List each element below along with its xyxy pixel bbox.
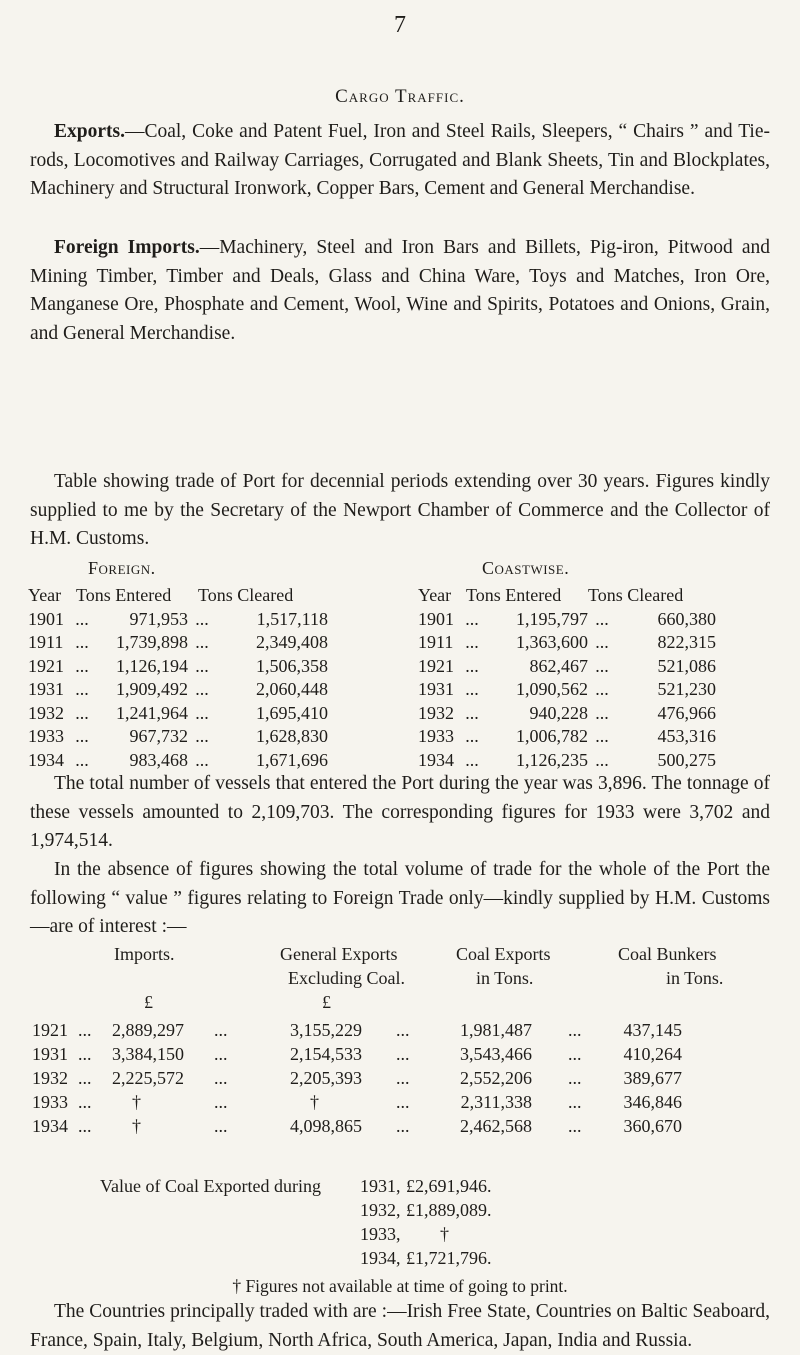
value-dots-cell: ... [214, 1020, 228, 1040]
countries-text: The Countries principally traded with are :—Irish Free State, Countries on Baltic Seaboard, France, Spain, Italy, Belgium, North Africa, South America, Japan, India and Russia. [30, 1301, 770, 1351]
value-hdr-pound-2: £ [322, 992, 331, 1012]
foreign-row-dots: ... [75, 608, 89, 629]
foreign-row-dots: ... [75, 749, 89, 770]
foreign-table [28, 584, 328, 772]
foreign-row [28, 702, 328, 726]
foreign-row-year: 1933 [28, 726, 64, 746]
value-general-cell: 2,205,393 [290, 1068, 362, 1088]
value-dots-cell: ... [396, 1092, 410, 1112]
value-general-cell: † [310, 1092, 319, 1112]
foreign-row-dots: ... [75, 726, 89, 746]
value-coal-cell: 2,462,568 [460, 1116, 532, 1136]
coastwise-row [418, 631, 716, 655]
value-intro-paragraph [30, 856, 770, 942]
value-hdr-imports: Imports. [114, 944, 175, 964]
page-title: Cargo Traffic. [335, 86, 465, 107]
value-dots-cell: ... [78, 1092, 92, 1112]
coastwise-row-cleared: 521,230 [657, 679, 716, 699]
coastwise-row-dots: ... [465, 702, 479, 723]
coastwise-row-year: 1932 [418, 702, 454, 723]
value-imports-cell: 3,384,150 [112, 1044, 184, 1064]
coastwise-row [418, 702, 716, 726]
coastwise-row-entered: 1,195,797 [516, 608, 588, 629]
exports-label: Exports. [54, 121, 125, 142]
coastwise-table [418, 584, 716, 772]
foreign-col-cleared: Tons Cleared [198, 585, 294, 605]
value-dots-cell: ... [568, 1044, 582, 1064]
foreign-row-cleared: 1,695,410 [256, 702, 328, 723]
coastwise-row-entered: 940,228 [529, 702, 588, 723]
foreign-row-year: 1932 [28, 702, 64, 723]
countries-paragraph [30, 1298, 770, 1355]
value-hdr-bunkers-2: in Tons. [666, 968, 724, 988]
value-bunkers-cell: 346,846 [623, 1092, 682, 1112]
value-hdr-pound-1: £ [144, 992, 153, 1012]
foreign-row-dots: ... [195, 679, 209, 699]
coastwise-col-year: Year [418, 585, 452, 605]
value-dots-cell: ... [568, 1092, 582, 1112]
value-year-cell: 1933 [32, 1092, 68, 1112]
value-dots-cell: ... [396, 1116, 410, 1136]
foreign-row-cleared: 2,349,408 [256, 632, 328, 652]
coal-value-amount: £1,721,796. [406, 1248, 492, 1268]
coastwise-row-dots: ... [465, 679, 479, 699]
coastwise-row [418, 678, 716, 702]
coastwise-row-dots: ... [595, 655, 609, 676]
value-table-row [32, 1020, 752, 1044]
foreign-header-row [28, 584, 328, 608]
value-general-cell: 2,154,533 [290, 1044, 362, 1064]
foreign-row-year: 1901 [28, 608, 64, 629]
foreign-row-year: 1921 [28, 655, 64, 676]
foreign-row [28, 749, 328, 773]
foreign-row-dots: ... [195, 632, 209, 652]
coastwise-row-dots: ... [595, 726, 609, 746]
foreign-row-cleared: 1,628,830 [256, 726, 328, 746]
value-table-row [32, 1116, 752, 1140]
coastwise-row [418, 608, 716, 632]
coastwise-heading: Coastwise. [482, 558, 570, 578]
foreign-row-entered: 1,126,194 [116, 655, 188, 676]
coastwise-row-dots: ... [465, 655, 479, 676]
coastwise-row-entered: 1,126,235 [516, 749, 588, 770]
value-hdr-coal-2: in Tons. [476, 968, 534, 988]
coal-value-amount: £2,691,946. [406, 1176, 492, 1196]
coastwise-row [418, 749, 716, 773]
value-dots-cell: ... [568, 1020, 582, 1040]
foreign-col-entered: Tons Entered [76, 585, 172, 605]
vessels-text: The total number of vessels that entered the Port during the year was 3,896. The tonnage of these vessels amounted to 2,109,703. The corresponding figures for 1933 were 3,702 and 1,974,514. [30, 773, 770, 852]
coastwise-row-year: 1911 [418, 632, 454, 652]
value-dots-cell: ... [396, 1068, 410, 1088]
value-bunkers-cell: 360,670 [623, 1116, 682, 1136]
coastwise-row-entered: 1,363,600 [516, 632, 588, 652]
value-dots-cell: ... [396, 1020, 410, 1040]
coastwise-row-dots: ... [465, 726, 479, 746]
foreign-row [28, 655, 328, 679]
imports-paragraph [30, 234, 770, 349]
exports-text: —Coal, Coke and Patent Fuel, Iron and Steel Rails, Sleepers, “ Chairs ” and Tie-rods, Locomotives and Railway Carriages, Corrugated and Blank Sheets, Tin and Blockplates, Machinery and Structural Ironwork, Copper Bars, Cement and General Merchandise. [30, 121, 770, 200]
coastwise-row-cleared: 822,315 [657, 632, 716, 652]
coastwise-row [418, 725, 716, 749]
value-hdr-general-1: General Exports [280, 944, 398, 964]
imports-text: —Machinery, Steel and Iron Bars and Billets, Pig-iron, Pitwood and Mining Timber, Timber and Deals, Glass and China Ware, Toys and Matches, Iron Ore, Manganese Ore, Phosphate and Cement, Wool, Wine and Spirits, Potatoes and Onions, Grain, and General Merchandise. [30, 237, 770, 345]
coal-value-year: 1933, [360, 1224, 401, 1244]
foreign-row-cleared: 1,671,696 [256, 749, 328, 770]
foreign-row-dots: ... [195, 726, 209, 746]
footnote: † Figures not available at time of going to print. [232, 1276, 568, 1296]
coastwise-header-row [418, 584, 716, 608]
value-dots-cell: ... [78, 1116, 92, 1136]
coastwise-row-dots: ... [465, 608, 479, 629]
foreign-row-cleared: 1,506,358 [256, 655, 328, 676]
intro-paragraph [30, 468, 770, 554]
foreign-row-dots: ... [195, 749, 209, 770]
foreign-heading: Foreign. [88, 558, 156, 578]
value-dots-cell: ... [214, 1116, 228, 1136]
coastwise-row-dots: ... [595, 702, 609, 723]
value-coal-cell: 3,543,466 [460, 1044, 532, 1064]
value-hdr-coal-1: Coal Exports [456, 944, 551, 964]
imports-label: Foreign Imports. [54, 237, 200, 258]
coal-value-year: 1932, [360, 1200, 401, 1220]
coal-value-amount: £1,889,089. [406, 1200, 492, 1220]
coastwise-row-entered: 1,006,782 [516, 726, 588, 746]
value-table-row [32, 1068, 752, 1092]
value-dots-cell: ... [214, 1092, 228, 1112]
foreign-row-dots: ... [75, 679, 89, 699]
value-hdr-bunkers-1: Coal Bunkers [618, 944, 717, 964]
coastwise-row-cleared: 476,966 [657, 702, 716, 723]
coal-value-year: 1931, [360, 1176, 401, 1196]
foreign-row [28, 608, 328, 632]
value-bunkers-cell: 437,145 [623, 1020, 682, 1040]
value-coal-cell: 2,311,338 [460, 1092, 532, 1112]
value-dots-cell: ... [396, 1044, 410, 1064]
value-dots-cell: ... [78, 1068, 92, 1088]
coastwise-row-entered: 862,467 [529, 655, 588, 676]
coastwise-row-cleared: 521,086 [657, 655, 716, 676]
foreign-row [28, 678, 328, 702]
foreign-row [28, 631, 328, 655]
coal-value-label: Value of Coal Exported during [100, 1176, 321, 1196]
value-coal-cell: 2,552,206 [460, 1068, 532, 1088]
coastwise-col-cleared: Tons Cleared [588, 585, 684, 605]
coastwise-row-cleared: 453,316 [657, 726, 716, 746]
value-dots-cell: ... [78, 1020, 92, 1040]
exports-paragraph [30, 118, 770, 204]
value-table-row [32, 1092, 752, 1116]
coal-value-amount: † [440, 1224, 449, 1244]
coastwise-row [418, 655, 716, 679]
vessels-paragraph [30, 770, 770, 856]
foreign-row-entered: 1,241,964 [116, 702, 188, 723]
coastwise-row-dots: ... [595, 679, 609, 699]
coastwise-row-year: 1901 [418, 608, 454, 629]
foreign-row-dots: ... [75, 702, 89, 723]
coastwise-col-entered: Tons Entered [466, 585, 562, 605]
value-imports-cell: † [132, 1116, 141, 1136]
coal-value-year: 1934, [360, 1248, 401, 1268]
coastwise-row-year: 1934 [418, 749, 454, 770]
foreign-row [28, 725, 328, 749]
foreign-row-year: 1911 [28, 632, 64, 652]
value-year-cell: 1932 [32, 1068, 68, 1088]
value-hdr-general-2: Excluding Coal. [288, 968, 405, 988]
foreign-row-dots: ... [195, 608, 209, 629]
value-bunkers-cell: 410,264 [623, 1044, 682, 1064]
coastwise-row-dots: ... [595, 749, 609, 770]
coastwise-row-cleared: 500,275 [657, 749, 716, 770]
value-dots-cell: ... [78, 1044, 92, 1064]
foreign-row-cleared: 1,517,118 [256, 608, 328, 629]
value-imports-cell: 2,889,297 [112, 1020, 184, 1040]
coastwise-row-dots: ... [595, 632, 609, 652]
value-year-cell: 1921 [32, 1020, 68, 1040]
value-dots-cell: ... [214, 1068, 228, 1088]
intro-text: Table showing trade of Port for decennial periods extending over 30 years. Figures kindly supplied to me by the Secretary of the Newport Chamber of Commerce and the Collector of H.M. Customs. [30, 471, 770, 550]
value-intro-text: In the absence of figures showing the total volume of trade for the whole of the Port the following “ value ” figures relating to Foreign Trade only—kindly supplied by H.M. Customs—are of interest :— [30, 859, 770, 938]
coastwise-row-cleared: 660,380 [657, 608, 716, 629]
coastwise-row-year: 1921 [418, 655, 454, 676]
foreign-row-entered: 971,953 [129, 608, 188, 629]
foreign-row-dots: ... [75, 632, 89, 652]
foreign-row-dots: ... [195, 655, 209, 676]
value-dots-cell: ... [568, 1116, 582, 1136]
foreign-row-entered: 1,739,898 [116, 632, 188, 652]
coastwise-row-dots: ... [465, 749, 479, 770]
foreign-row-entered: 983,468 [129, 749, 188, 770]
coastwise-row-year: 1931 [418, 679, 454, 699]
foreign-row-year: 1934 [28, 749, 64, 770]
value-imports-cell: 2,225,572 [112, 1068, 184, 1088]
value-dots-cell: ... [214, 1044, 228, 1064]
value-dots-cell: ... [568, 1068, 582, 1088]
coastwise-row-dots: ... [465, 632, 479, 652]
value-imports-cell: † [132, 1092, 141, 1112]
coastwise-row-entered: 1,090,562 [516, 679, 588, 699]
foreign-col-year: Year [28, 585, 62, 605]
value-bunkers-cell: 389,677 [623, 1068, 682, 1088]
value-general-cell: 4,098,865 [290, 1116, 362, 1136]
value-table-row [32, 1044, 752, 1068]
value-year-cell: 1931 [32, 1044, 68, 1064]
value-coal-cell: 1,981,487 [460, 1020, 532, 1040]
coastwise-row-dots: ... [595, 608, 609, 629]
page-number: 7 [394, 12, 406, 38]
foreign-row-dots: ... [195, 702, 209, 723]
foreign-row-dots: ... [75, 655, 89, 676]
value-general-cell: 3,155,229 [290, 1020, 362, 1040]
foreign-row-year: 1931 [28, 679, 64, 699]
coastwise-row-year: 1933 [418, 726, 454, 746]
foreign-row-entered: 967,732 [129, 726, 188, 746]
foreign-row-cleared: 2,060,448 [256, 679, 328, 699]
foreign-row-entered: 1,909,492 [116, 679, 188, 699]
value-year-cell: 1934 [32, 1116, 68, 1136]
